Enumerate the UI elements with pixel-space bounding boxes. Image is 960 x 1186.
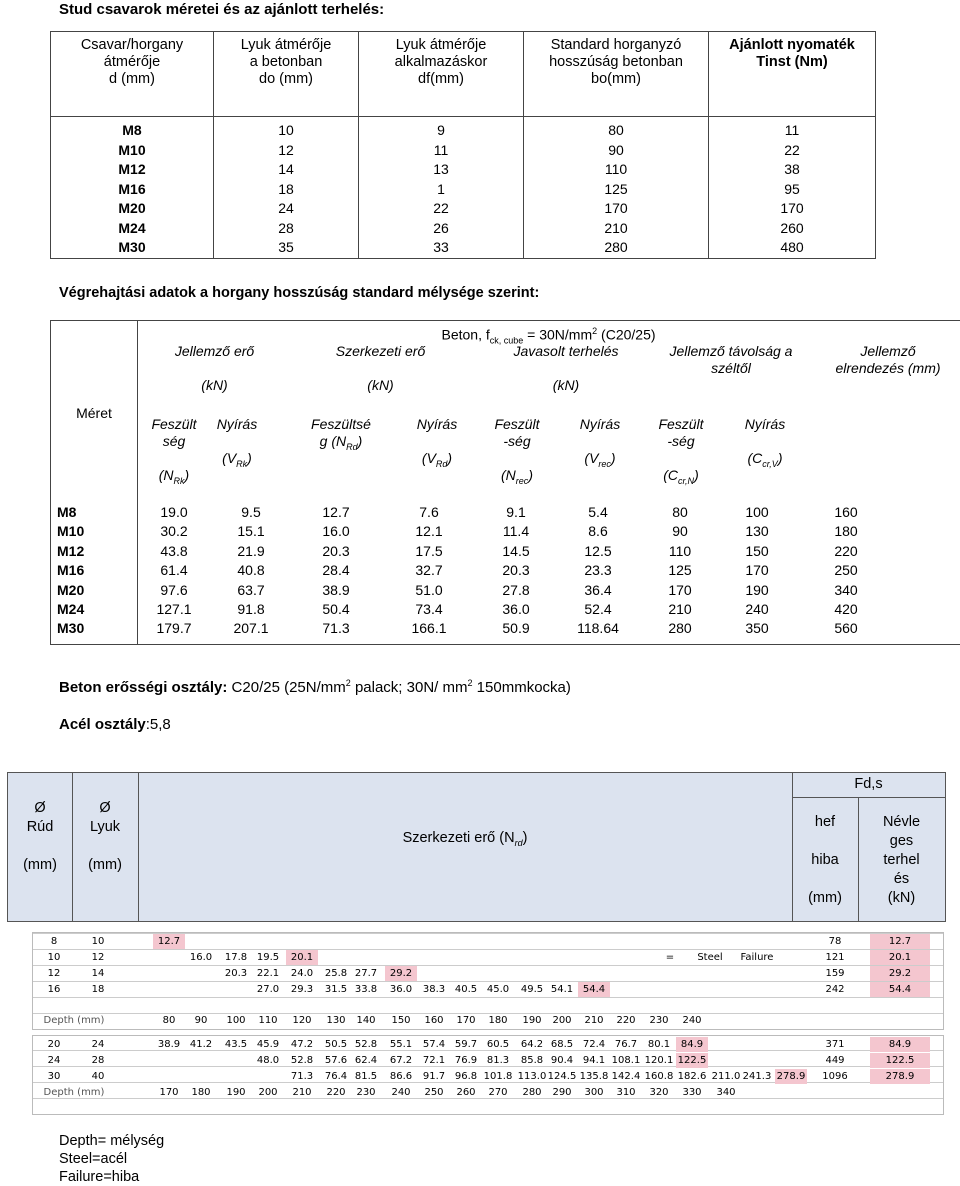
force-cell: 160.8: [644, 1071, 674, 1082]
rod-diameter-header: Ø Rúd (mm): [23, 800, 57, 873]
table-cell: 80: [524, 117, 709, 141]
depth-cell: 150: [391, 1015, 411, 1026]
table-cell: 11: [709, 117, 876, 141]
divider: [792, 797, 945, 798]
table-cell: 21.9: [237, 542, 265, 559]
hef-cell: 78: [828, 936, 842, 947]
table-cell: 210: [668, 601, 692, 617]
force-cell: 120.1: [644, 1055, 674, 1066]
group-recommended: Javasolt terhelés: [513, 343, 619, 359]
table-cell: 80: [672, 504, 688, 520]
sub-tension: Feszült -ség $(C_{cr,N})$: [658, 416, 704, 486]
force-cell: 81.5: [354, 1071, 378, 1082]
table-row: [51, 160, 876, 180]
depth-cell: 120: [292, 1015, 312, 1026]
depth-cell: 170: [159, 1087, 179, 1098]
table-row: [51, 219, 876, 239]
table-cell: 11.4: [502, 523, 530, 540]
size-cell: M30: [51, 238, 214, 258]
table-cell: 9.1: [506, 504, 526, 520]
table-row: [51, 180, 876, 200]
table-cell: 61.4: [160, 562, 188, 579]
table-cell: 166.1: [411, 620, 447, 637]
table-cell: 170: [745, 562, 769, 579]
table-cell: 8.6: [588, 523, 608, 540]
table-cell: 14: [214, 160, 359, 180]
table-cell: 30.2: [160, 523, 188, 540]
fds-cell: 20.1: [870, 950, 930, 965]
table-cell: 127.1: [156, 601, 192, 617]
depth-cell: 270: [488, 1087, 508, 1098]
depth-cell: 300: [584, 1087, 604, 1098]
table-cell: 210: [524, 219, 709, 239]
depth-cell: 290: [552, 1087, 572, 1098]
force-cell: 67.2: [389, 1055, 413, 1066]
table-cell: 71.3: [322, 620, 350, 637]
table-header-row: [51, 32, 876, 117]
table-cell: 63.7: [237, 581, 265, 598]
force-cell: 47.2: [290, 1039, 314, 1050]
table-cell: 125: [524, 180, 709, 200]
force-cell: 76.7: [614, 1039, 638, 1050]
force-cell: 20.1: [286, 950, 318, 965]
table-cell: 170: [668, 581, 692, 598]
force-cell: 86.6: [389, 1071, 413, 1082]
table-row: [51, 601, 960, 620]
force-cell: 49.5: [520, 984, 544, 995]
table-row: [51, 582, 960, 601]
force-cell: 64.2: [520, 1039, 544, 1050]
table-cell: 43.8: [160, 542, 188, 559]
fds-cell: 122.5: [870, 1053, 930, 1068]
table-cell: 35: [214, 238, 359, 258]
depth-cell: 340: [716, 1087, 736, 1098]
force-cell: 52.8: [354, 1039, 378, 1050]
force-cell: 60.5: [486, 1039, 510, 1050]
size-header: Méret: [76, 405, 112, 421]
table-cell: 10: [214, 117, 359, 141]
depth-cell: 100: [226, 1015, 246, 1026]
force-cell: 80.1: [647, 1039, 671, 1050]
table-cell: 480: [709, 238, 876, 258]
hef-cell: 449: [825, 1055, 845, 1066]
depth-cell: 180: [488, 1015, 508, 1026]
table-cell: 22: [709, 141, 876, 161]
table-row: [51, 562, 960, 581]
sub-shear: Nyírás $(V_{Rk})$: [216, 416, 258, 469]
table-cell: 180: [834, 523, 858, 540]
hef-cell: 371: [825, 1039, 845, 1050]
steel-label: Steel: [697, 952, 723, 963]
fds-cell: 54.4: [870, 982, 930, 997]
depth-label: Depth (mm): [43, 1015, 105, 1026]
fds-cell: 84.9: [870, 1037, 930, 1052]
table-row: [51, 504, 960, 523]
hole-diameter-cell: 18: [91, 984, 105, 995]
rod-diameter-cell: 16: [47, 984, 61, 995]
legend-steel: Steel=acél: [59, 1151, 128, 1167]
size-cell: M24: [51, 219, 214, 239]
structural-force-header: Szerkezeti erő $(N_{rd})$: [402, 830, 528, 848]
table-cell: 50.4: [322, 601, 350, 617]
table-cell: 160: [834, 504, 858, 520]
table-cell: 90: [672, 523, 688, 540]
force-cell: 33.8: [354, 984, 378, 995]
fds-header: Fd,s: [854, 776, 883, 792]
table-cell: 50.9: [502, 620, 530, 637]
sub-shear: Nyírás $(V_{rec})$: [579, 416, 621, 469]
fds-cell: 12.7: [870, 934, 930, 949]
table-cell: 90: [524, 141, 709, 161]
force-cell: 96.8: [454, 1071, 478, 1082]
force-cell: 124.5: [547, 1071, 577, 1082]
force-cell: 72.1: [422, 1055, 446, 1066]
fds-cell: 278.9: [870, 1069, 930, 1084]
title-stud-sizes: Stud csavarok méretei és az ajánlott terhelés:: [59, 1, 385, 18]
table-cell: 190: [745, 581, 769, 598]
table-cell: 17.5: [415, 542, 443, 559]
table-cell: 36.4: [584, 581, 612, 598]
hole-diameter-cell: 10: [91, 936, 105, 947]
table-cell: 32.7: [415, 562, 443, 579]
force-cell: 76.9: [454, 1055, 478, 1066]
rod-diameter-cell: 12: [47, 968, 61, 979]
table-cell: 110: [524, 160, 709, 180]
table-cell: 9: [359, 117, 524, 141]
table-cell: 51.0: [415, 581, 443, 598]
force-cell: 108.1: [611, 1055, 641, 1066]
force-cell: 91.7: [422, 1071, 446, 1082]
force-cell: 40.5: [454, 984, 478, 995]
size-cell: M20: [51, 199, 214, 219]
table-cell: 11: [359, 141, 524, 161]
concrete-class-line: Beton erősségi osztály: C20/25 ($25N/mm^2$ palack; 30N/ $mm^2$ 150mmkocka): [59, 678, 571, 696]
force-cell: 135.8: [579, 1071, 609, 1082]
force-cell: 55.1: [389, 1039, 413, 1050]
depth-cell: 200: [258, 1087, 278, 1098]
table-cell: 125: [668, 562, 692, 579]
table-cell: 350: [745, 620, 769, 637]
force-cell: 94.1: [582, 1055, 606, 1066]
hole-diameter-cell: 40: [91, 1071, 105, 1082]
size-cell: M8: [57, 504, 77, 520]
rod-diameter-cell: 10: [47, 952, 61, 963]
table-cell: 340: [834, 581, 858, 598]
legend-failure: Failure=hiba: [59, 1169, 140, 1185]
performance-table: [50, 320, 960, 645]
force-cell: 27.0: [256, 984, 280, 995]
force-cell: 45.9: [256, 1039, 280, 1050]
force-cell: 76.4: [324, 1071, 348, 1082]
size-cell: M20: [57, 581, 85, 598]
depth-cell: 330: [682, 1087, 702, 1098]
hole-diameter-cell: 24: [91, 1039, 105, 1050]
group-edge-distance: Jellemző távolság a széltől: [669, 343, 793, 376]
force-cell: 24.0: [290, 968, 314, 979]
table-cell: 179.7: [156, 620, 192, 637]
force-cell: 43.5: [224, 1039, 248, 1050]
group-characteristic: Jellemző erő: [174, 343, 255, 359]
force-cell: 48.0: [256, 1055, 280, 1066]
table-cell: 52.4: [584, 601, 612, 617]
table-cell: 280: [668, 620, 692, 637]
force-cell: 81.3: [486, 1055, 510, 1066]
force-cell: 113.0: [517, 1071, 547, 1082]
fds-cell: 29.2: [870, 966, 930, 981]
depth-cell: 260: [456, 1087, 476, 1098]
col-header-length: Standard horganyzó hosszúság betonban bo(mm): [524, 32, 709, 117]
table-cell: 19.0: [160, 504, 188, 520]
table-cell: 118.64: [577, 620, 619, 637]
force-cell: 12.7: [153, 934, 185, 949]
force-cell: 20.3: [224, 968, 248, 979]
load-table: [10, 930, 950, 1115]
force-cell: 278.9: [776, 1071, 806, 1082]
size-cell: M16: [51, 180, 214, 200]
depth-cell: 220: [616, 1015, 636, 1026]
depth-label: Depth (mm): [43, 1087, 105, 1098]
hef-cell: 121: [825, 952, 845, 963]
force-cell: 241.3: [742, 1071, 772, 1082]
table-cell: 13: [359, 160, 524, 180]
size-cell: M10: [51, 141, 214, 161]
depth-cell: 200: [552, 1015, 572, 1026]
depth-cell: 320: [649, 1087, 669, 1098]
table-row: [51, 199, 876, 219]
equals-symbol: =: [665, 952, 675, 963]
force-cell: 101.8: [483, 1071, 513, 1082]
force-cell: 16.0: [189, 952, 213, 963]
depth-cell: 110: [258, 1015, 278, 1026]
nominal-load-header: Névle ges terhel és (kN): [882, 814, 921, 906]
size-cell: M12: [57, 542, 85, 559]
force-cell: 36.0: [389, 984, 413, 995]
table-cell: 9.5: [241, 504, 261, 520]
force-cell: 25.8: [324, 968, 348, 979]
table-cell: 560: [834, 620, 858, 637]
depth-cell: 210: [292, 1087, 312, 1098]
force-cell: 71.3: [290, 1071, 314, 1082]
table-cell: 150: [745, 542, 769, 559]
size-cell: M12: [51, 160, 214, 180]
force-cell: 142.4: [611, 1071, 641, 1082]
depth-cell: 310: [616, 1087, 636, 1098]
hole-diameter-header: Ø Lyuk (mm): [88, 800, 122, 873]
hef-cell: 159: [825, 968, 845, 979]
table-cell: 260: [709, 219, 876, 239]
table-cell: 27.8: [502, 581, 530, 598]
failure-label: Failure: [740, 952, 774, 963]
table-cell: 20.3: [322, 542, 350, 559]
force-cell: 90.4: [550, 1055, 574, 1066]
table-cell: 12.7: [322, 504, 350, 520]
table-cell: 110: [668, 542, 692, 559]
force-cell: 17.8: [224, 952, 248, 963]
unit-kn: (kN): [367, 377, 394, 393]
force-cell: 85.8: [520, 1055, 544, 1066]
table-cell: 24: [214, 199, 359, 219]
legend-depth: Depth= mélység: [59, 1133, 165, 1149]
force-cell: 38.3: [422, 984, 446, 995]
size-cell: M16: [57, 562, 85, 579]
force-cell: 57.6: [324, 1055, 348, 1066]
force-cell: 54.4: [578, 982, 610, 997]
sub-tension: Feszült -ség $(N_{rec})$: [494, 416, 540, 486]
table-cell: 36.0: [502, 601, 530, 617]
table-cell: 280: [524, 238, 709, 258]
table-cell: 38: [709, 160, 876, 180]
table-row: [51, 117, 876, 141]
table-cell: 100: [745, 504, 769, 520]
force-cell: 68.5: [550, 1039, 574, 1050]
depth-cell: 170: [456, 1015, 476, 1026]
table-cell: 240: [745, 601, 769, 617]
table-cell: 220: [834, 542, 858, 559]
table-cell: 420: [834, 601, 858, 617]
load-table-header: [7, 772, 946, 922]
title-performance: Végrehajtási adatok a horgany hosszúság standard mélysége szerint:: [59, 285, 540, 301]
depth-cell: 240: [391, 1087, 411, 1098]
force-cell: 29.3: [290, 984, 314, 995]
hef-cell: 1096: [822, 1071, 848, 1082]
table-cell: 28.4: [322, 562, 350, 579]
force-cell: 19.5: [256, 952, 280, 963]
depth-cell: 230: [649, 1015, 669, 1026]
force-cell: 182.6: [677, 1071, 707, 1082]
force-cell: 41.2: [189, 1039, 213, 1050]
table-cell: 12.5: [584, 542, 612, 559]
depth-cell: 210: [584, 1015, 604, 1026]
depth-cell: 90: [194, 1015, 208, 1026]
table-cell: 5.4: [588, 504, 608, 520]
table-cell: 16.0: [322, 523, 350, 540]
table-cell: 40.8: [237, 562, 265, 579]
depth-cell: 280: [522, 1087, 542, 1098]
force-cell: 22.1: [256, 968, 280, 979]
force-cell: 52.8: [290, 1055, 314, 1066]
table-cell: 1: [359, 180, 524, 200]
col-header-diameter: Csavar/horgany átmérője d (mm): [51, 32, 214, 117]
table-cell: 170: [709, 199, 876, 219]
depth-cell: 240: [682, 1015, 702, 1026]
steel-class-line: Acél osztály:5,8: [59, 716, 171, 733]
unit-kn: (kN): [552, 377, 580, 393]
concrete-spec: Beton, $f_{ck, cube} = 30N/mm^2$ (C20/25): [441, 326, 656, 346]
group-spacing: Jellemző elrendezés (mm): [835, 343, 941, 376]
force-cell: 62.4: [354, 1055, 378, 1066]
unit-kn: (kN): [201, 377, 228, 393]
sub-tension: Feszült ség $(N_{Rk})$: [151, 416, 197, 486]
table-cell: 97.6: [160, 581, 188, 598]
force-cell: 72.4: [582, 1039, 606, 1050]
hef-cell: 242: [825, 984, 845, 995]
table-cell: 23.3: [584, 562, 612, 579]
rod-diameter-cell: 24: [47, 1055, 61, 1066]
table-row: [51, 238, 876, 258]
depth-cell: 140: [356, 1015, 376, 1026]
table-cell: 250: [834, 562, 858, 579]
table-cell: 22: [359, 199, 524, 219]
hef-header: hef hiba (mm): [808, 814, 842, 906]
depth-cell: 230: [356, 1087, 376, 1098]
depth-cell: 80: [162, 1015, 176, 1026]
table-row: [51, 543, 960, 562]
table-cell: 130: [745, 523, 769, 540]
col-header-hole-apply: Lyuk átmérője alkalmazáskor df(mm): [359, 32, 524, 117]
force-cell: 54.1: [550, 984, 574, 995]
force-cell: 29.2: [385, 966, 417, 981]
table-cell: 18: [214, 180, 359, 200]
table-cell: 95: [709, 180, 876, 200]
hole-diameter-cell: 14: [91, 968, 105, 979]
force-cell: 211.0: [711, 1071, 741, 1082]
col-header-hole-concrete: Lyuk átmérője a betonban do (mm): [214, 32, 359, 117]
size-cell: M8: [51, 117, 214, 141]
table-cell: 12: [214, 141, 359, 161]
table-row: [51, 523, 960, 542]
force-cell: 50.5: [324, 1039, 348, 1050]
depth-cell: 190: [226, 1087, 246, 1098]
size-cell: M10: [57, 523, 85, 540]
table-cell: 38.9: [322, 581, 350, 598]
force-cell: 27.7: [354, 968, 378, 979]
force-cell: 31.5: [324, 984, 348, 995]
table-cell: 73.4: [415, 601, 443, 617]
depth-cell: 190: [522, 1015, 542, 1026]
table-cell: 14.5: [502, 542, 530, 559]
group-structural: Szerkezeti erő: [335, 343, 426, 359]
depth-cell: 130: [326, 1015, 346, 1026]
size-cell: M24: [57, 601, 85, 617]
table-row: [51, 141, 876, 161]
depth-cell: 220: [326, 1087, 346, 1098]
depth-cell: 160: [424, 1015, 444, 1026]
force-cell: 38.9: [157, 1039, 181, 1050]
force-cell: 59.7: [454, 1039, 478, 1050]
col-header-torque: Ajánlott nyomaték Tinst (Nm): [709, 32, 876, 117]
table-cell: 28: [214, 219, 359, 239]
table-cell: 12.1: [415, 523, 443, 540]
force-cell: 57.4: [422, 1039, 446, 1050]
rod-diameter-cell: 20: [47, 1039, 61, 1050]
table-cell: 20.3: [502, 562, 530, 579]
table-cell: 15.1: [237, 523, 265, 540]
table-cell: 26: [359, 219, 524, 239]
depth-cell: 250: [424, 1087, 444, 1098]
sub-shear: Nyírás $(C_{cr,V})$: [744, 416, 786, 469]
stud-size-table: [50, 31, 876, 259]
depth-cell: 180: [191, 1087, 211, 1098]
table-cell: 207.1: [233, 620, 269, 637]
rod-diameter-cell: 30: [47, 1071, 61, 1082]
table-cell: 91.8: [237, 601, 265, 617]
table-cell: 7.6: [419, 504, 439, 520]
sub-tension: Feszültsé g $(N_{Rd})$: [311, 416, 371, 452]
hole-diameter-cell: 12: [91, 952, 105, 963]
size-cell: M30: [57, 620, 85, 637]
force-cell: 84.9: [676, 1037, 708, 1052]
force-cell: 122.5: [677, 1055, 707, 1066]
legend: [59, 1132, 164, 1186]
force-cell: 45.0: [486, 984, 510, 995]
table-cell: 170: [524, 199, 709, 219]
table-row: [51, 620, 960, 639]
rod-diameter-cell: 8: [50, 936, 58, 947]
hole-diameter-cell: 28: [91, 1055, 105, 1066]
table-cell: 33: [359, 238, 524, 258]
sub-shear: Nyírás $(V_{Rd})$: [416, 416, 458, 469]
